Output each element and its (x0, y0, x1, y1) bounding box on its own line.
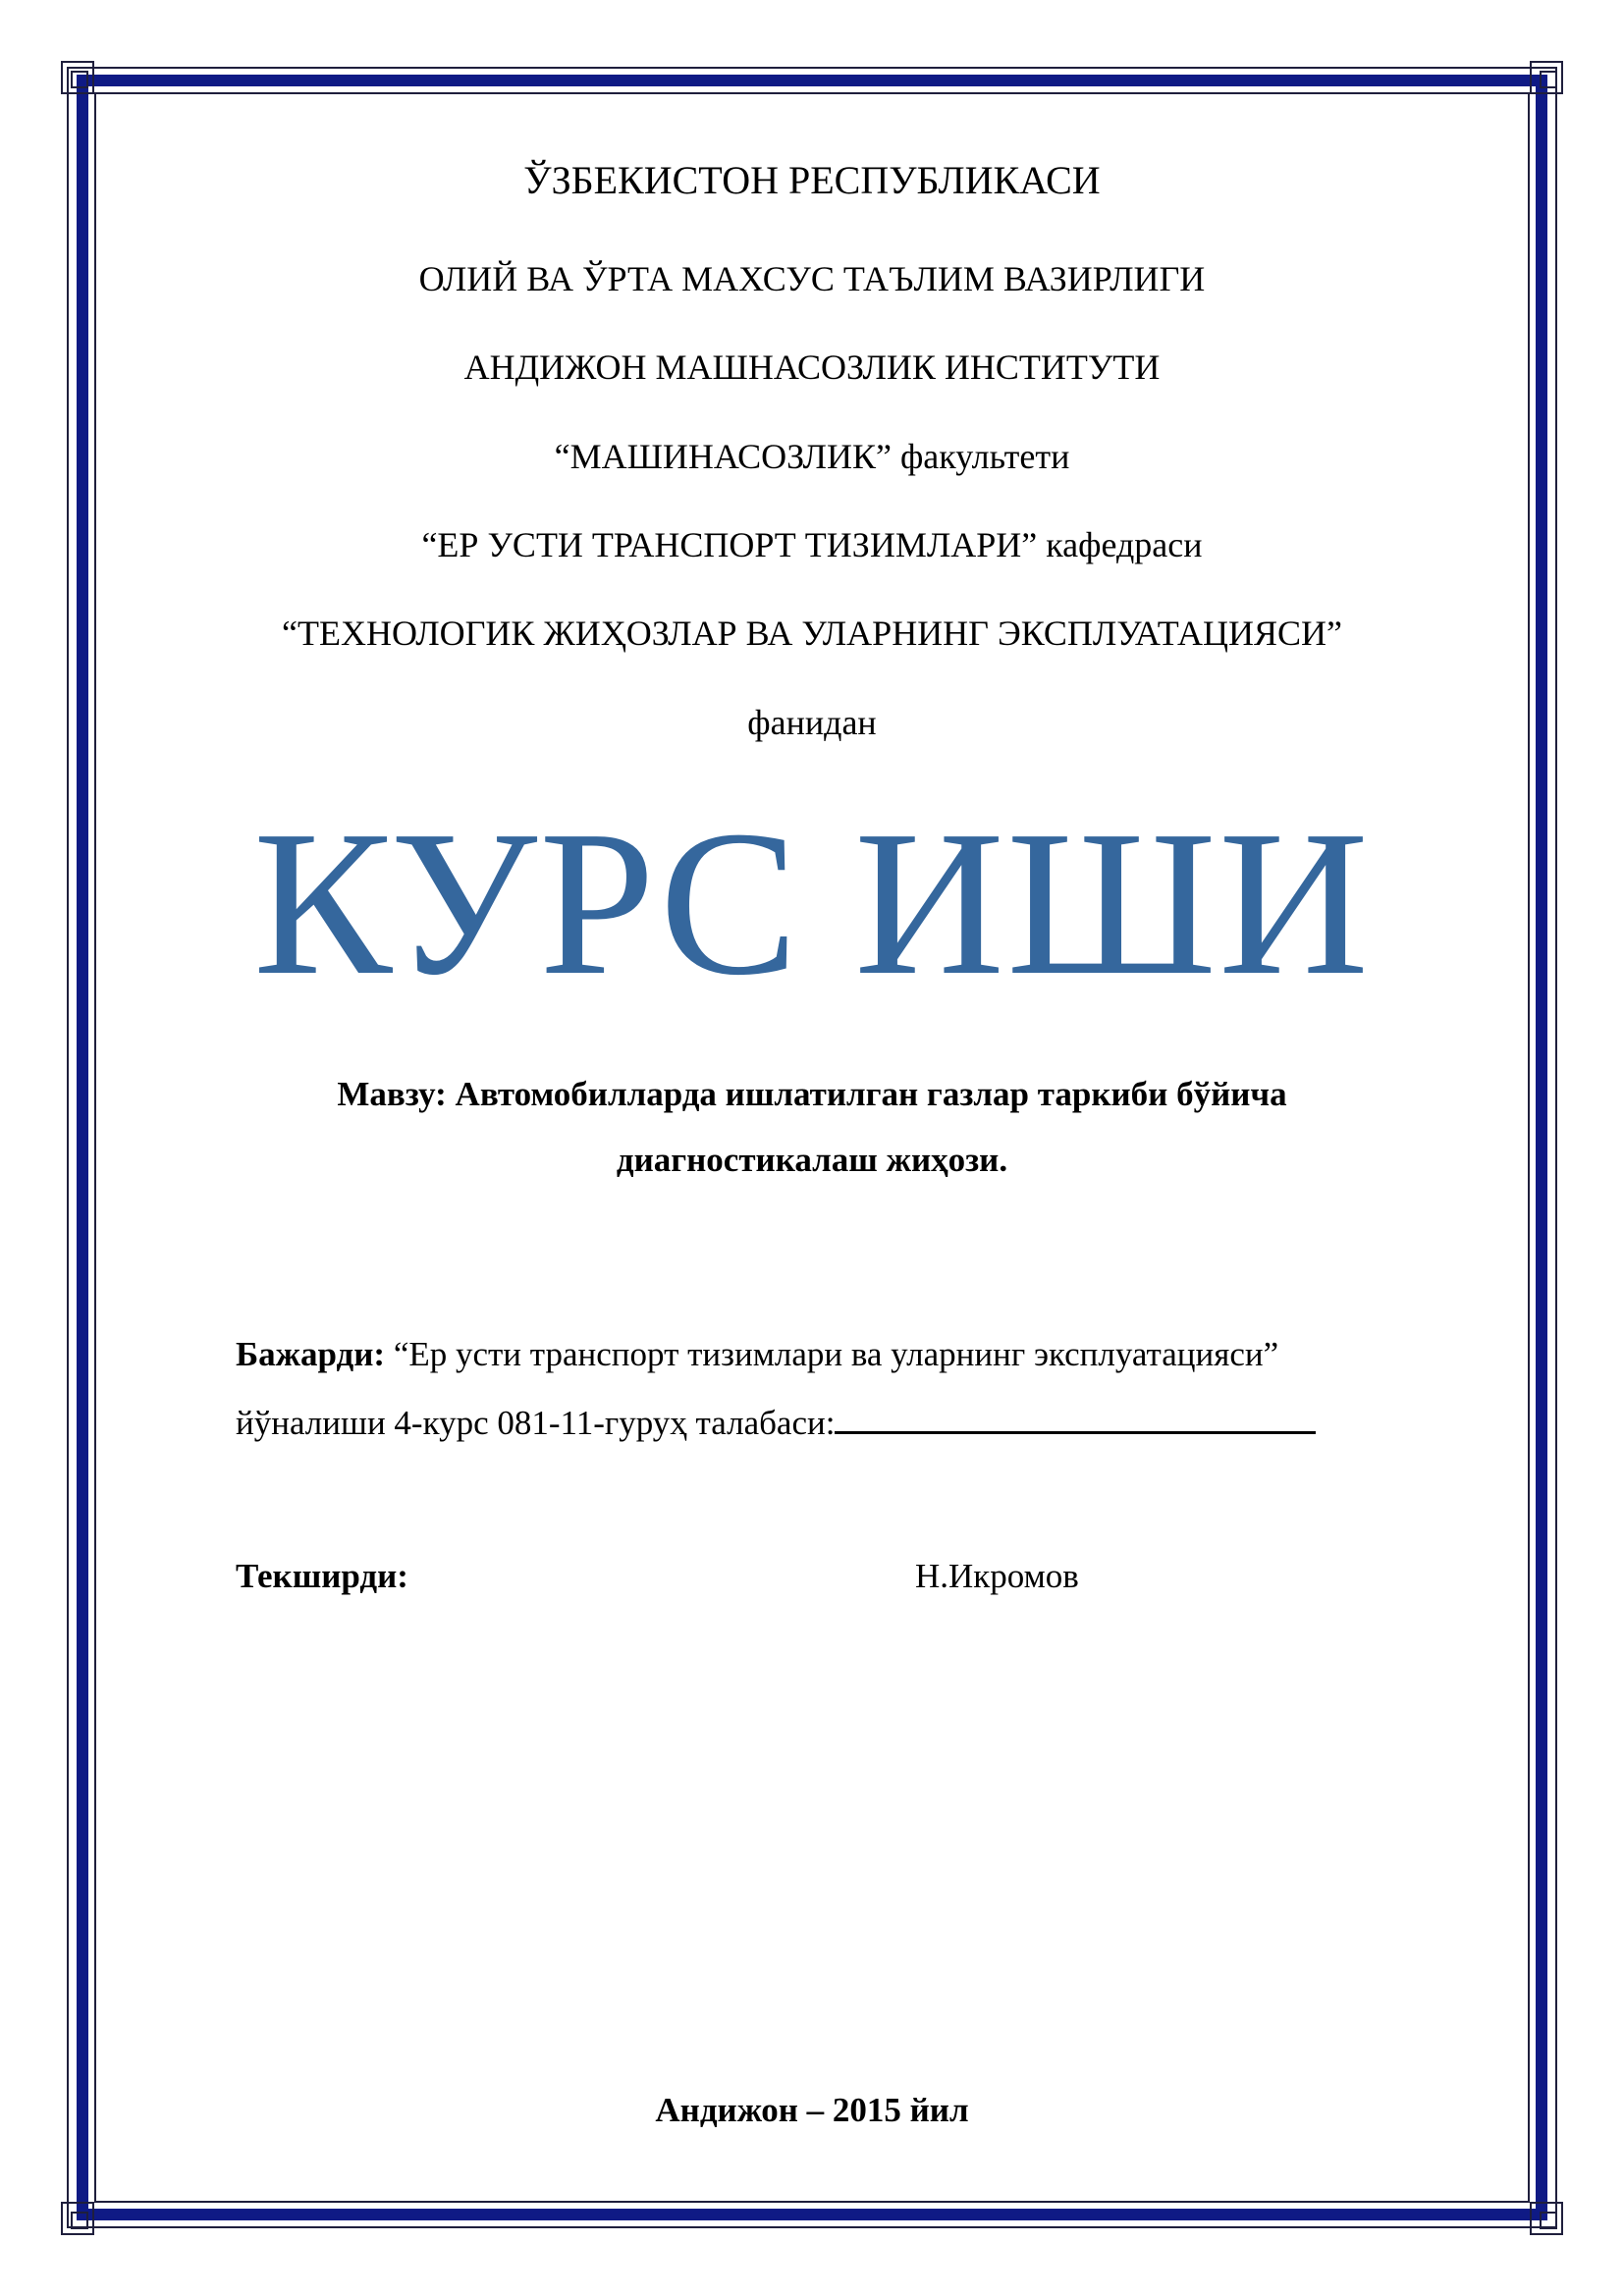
department-heading: “ЕР УСТИ ТРАНСПОРТ ТИЗИМЛАРИ” кафедраси (421, 525, 1203, 564)
ministry-heading: ОЛИЙ ВА ЎРТА МАХСУС ТАЪЛИМ ВАЗИРЛИГИ (418, 259, 1206, 298)
city-year-footer: Андижон – 2015 йил (655, 2091, 969, 2129)
document-title: КУРС ИШИ (252, 787, 1372, 1018)
corner-ornament-bottom-left (61, 2202, 94, 2235)
corner-ornament-top-right (1530, 61, 1563, 94)
performed-by-label: Бажарди: (236, 1335, 386, 1373)
subject-suffix: фанидан (747, 703, 877, 742)
topic-line-2: диагностикалаш жиҳози. (616, 1141, 1008, 1179)
signature-blank-line (835, 1404, 1316, 1434)
performed-by-line-2 (236, 1402, 1316, 1445)
corner-ornament-bottom-right (1530, 2202, 1563, 2235)
country-heading: ЎЗБЕКИСТОН РЕСПУБЛИКАСИ (523, 158, 1101, 202)
performed-by-line (236, 1333, 1278, 1376)
checked-by-name: Н.Икромов (915, 1557, 1079, 1595)
subject-heading: “ТЕХНОЛОГИК ЖИҲОЗЛАР ВА УЛАРНИНГ ЭКСПЛУАТАЦИЯСИ” (282, 614, 1342, 653)
topic-line-1: Мавзу: Автомобилларда ишлатилган газлар таркиби бўйича (337, 1075, 1287, 1113)
institute-heading: АНДИЖОН МАШНАСОЗЛИК ИНСТИТУТИ (463, 347, 1161, 387)
performed-by-text: “Ер усти транспорт тизимлари ва уларнинг эксплуатацияси” (385, 1335, 1279, 1373)
checked-by-label: Текширди: (236, 1557, 408, 1595)
corner-ornament-top-left (61, 61, 94, 94)
faculty-heading: “МАШИНАСОЗЛИК” факультети (554, 437, 1070, 476)
student-description: йўналиши 4-курс 081-11-гуруҳ талабаси: (236, 1404, 836, 1442)
